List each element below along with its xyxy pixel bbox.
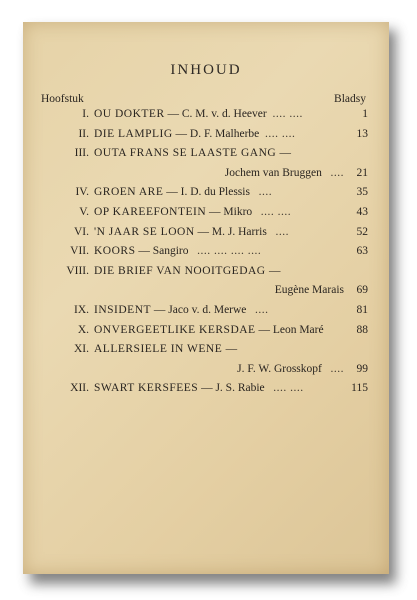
chapter-number: XII. bbox=[70, 382, 89, 395]
page-number: 99 bbox=[356, 362, 368, 375]
page-number: 115 bbox=[351, 382, 368, 395]
toc-entry-continuation bbox=[23, 284, 389, 304]
leader-dots: .... .... bbox=[260, 205, 292, 218]
chapter-title: OU DOKTER bbox=[94, 108, 165, 120]
toc-entry bbox=[23, 304, 389, 324]
chapter-title: SWART KERSFEES bbox=[94, 382, 199, 395]
toc-entry bbox=[23, 343, 389, 363]
chapter-column-header: Hoofstuk bbox=[41, 93, 84, 105]
toc-entry bbox=[23, 245, 389, 265]
chapter-number: I. bbox=[82, 108, 89, 120]
page-column-header: Bladsy bbox=[334, 93, 366, 105]
chapter-author: — Leon Maré bbox=[258, 323, 324, 336]
chapter-title: ONVERGEETLIKE KERSDAE bbox=[94, 323, 256, 336]
chapter-author: — M. J. Harris bbox=[197, 225, 267, 238]
chapter-author: J. F. W. Grosskopf bbox=[237, 362, 322, 375]
chapter-author: — Jaco v. d. Merwe bbox=[153, 303, 247, 316]
chapter-author: — I. D. du Plessis bbox=[166, 186, 250, 199]
chapter-author: — Mikro bbox=[209, 205, 253, 218]
leader-dots: .... bbox=[275, 225, 289, 238]
page-number: 69 bbox=[356, 284, 368, 297]
chapter-author: Jochem van Bruggen bbox=[224, 166, 322, 179]
leader-dots: .... bbox=[330, 362, 344, 375]
chapter-number: III. bbox=[74, 147, 89, 160]
page-number: 81 bbox=[356, 303, 368, 316]
chapter-author: — D. F. Malherbe bbox=[175, 127, 260, 140]
toc-entry bbox=[23, 226, 389, 246]
toc-entry-continuation bbox=[23, 363, 389, 383]
chapter-number: X. bbox=[77, 323, 89, 336]
chapter-title: OP KAREEFONTEIN bbox=[94, 205, 207, 218]
chapter-number: II. bbox=[78, 127, 89, 140]
chapter-title: DIE LAMPLIG bbox=[94, 127, 173, 140]
page-number: 35 bbox=[356, 186, 368, 199]
chapter-title: DIE BRIEF VAN NOOITGEDAG — bbox=[94, 264, 281, 277]
page-title: INHOUD bbox=[170, 62, 242, 78]
toc-entry bbox=[23, 206, 389, 226]
chapter-number: VII. bbox=[70, 245, 89, 258]
page-number: 63 bbox=[356, 245, 368, 258]
table-of-contents bbox=[23, 108, 389, 402]
chapter-title: ALLERSIELE IN WENE — bbox=[94, 343, 238, 356]
chapter-title: GROEN ARE bbox=[94, 186, 164, 199]
toc-entry-continuation bbox=[23, 167, 389, 187]
book-page bbox=[23, 22, 389, 574]
chapter-number: XI. bbox=[73, 343, 89, 356]
leader-dots: .... .... bbox=[265, 127, 296, 140]
chapter-number: VIII. bbox=[66, 264, 89, 277]
toc-entry bbox=[23, 265, 389, 285]
page-number: 1 bbox=[362, 108, 368, 120]
leader-dots: .... bbox=[255, 303, 269, 316]
page-number: 88 bbox=[356, 323, 368, 336]
page-number: 13 bbox=[356, 127, 368, 140]
leader-dots: .... bbox=[258, 186, 273, 199]
chapter-author: — C. M. v. d. Heever bbox=[167, 108, 267, 120]
page-number: 21 bbox=[356, 166, 368, 179]
chapter-number: IX. bbox=[73, 303, 89, 316]
toc-entry bbox=[23, 324, 389, 344]
chapter-title: KOORS bbox=[94, 245, 136, 258]
toc-entry bbox=[23, 108, 389, 128]
chapter-number: V. bbox=[79, 205, 89, 218]
leader-dots: .... .... bbox=[272, 108, 303, 120]
toc-entry bbox=[23, 382, 389, 402]
leader-dots: .... bbox=[330, 166, 344, 179]
leader-dots: .... .... .... .... bbox=[197, 245, 262, 258]
chapter-number: IV. bbox=[75, 186, 89, 199]
chapter-title: OUTA FRANS SE LAASTE GANG — bbox=[94, 147, 292, 160]
chapter-title: INSIDENT bbox=[94, 303, 152, 316]
chapter-author: — Sangiro bbox=[138, 245, 189, 258]
page-number: 43 bbox=[356, 205, 368, 218]
toc-entry bbox=[23, 128, 389, 148]
page-number: 52 bbox=[356, 225, 368, 238]
toc-entry bbox=[23, 186, 389, 206]
toc-entry bbox=[23, 147, 389, 167]
chapter-title: 'N JAAR SE LOON bbox=[94, 225, 195, 238]
chapter-number: VI. bbox=[73, 225, 89, 238]
chapter-author: — J. S. Rabie bbox=[201, 382, 265, 395]
chapter-author: Eugène Marais bbox=[274, 284, 344, 297]
leader-dots: .... .... bbox=[273, 382, 304, 395]
